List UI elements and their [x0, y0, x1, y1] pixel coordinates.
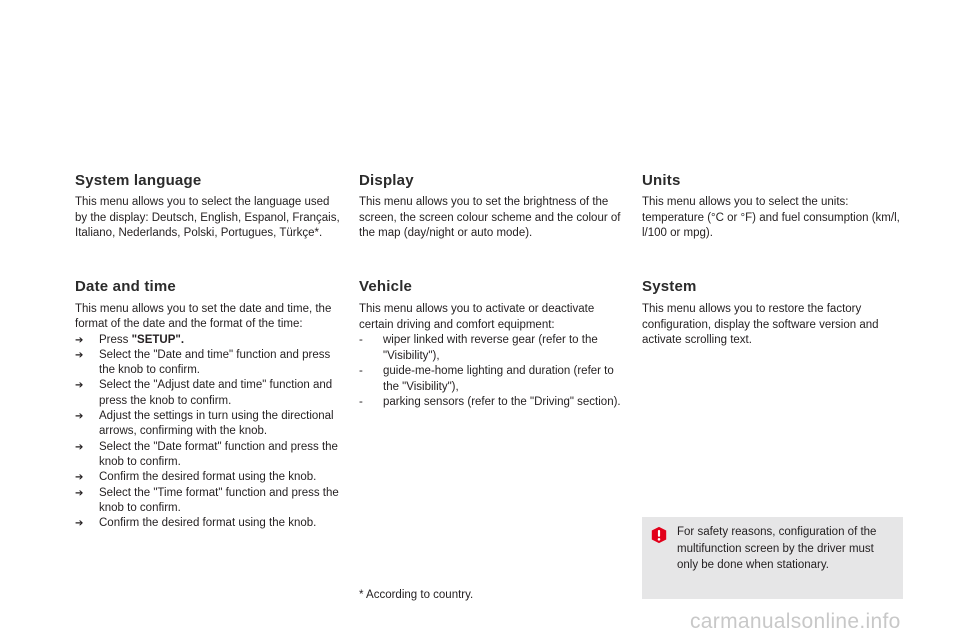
list-item: ➔ Press "SETUP".	[75, 333, 343, 348]
vehicle-intro: This menu allows you to activate or deactivate certain driving and comfort equipment:	[359, 303, 595, 331]
watermark: carmanualsonline.info	[690, 610, 901, 633]
arrow-bullet-icon: ➔	[75, 487, 84, 499]
units-text: This menu allows you to select the units: temperature (°C or °F) and fuel consumption (km/l, l/100 or mpg).	[642, 196, 900, 239]
display-text: This menu allows you to set the brightness of the screen, the screen colour scheme and the colour of the map (day/night or auto mode).	[359, 196, 621, 239]
system-language-heading: System language	[75, 172, 202, 189]
vehicle-section	[359, 278, 621, 411]
list-item: ➔ Select the "Adjust date and time" function and press the knob to confirm.	[75, 379, 333, 407]
system-section	[642, 278, 904, 349]
arrow-bullet-icon: ➔	[75, 411, 84, 423]
list-item: ➔ Adjust the settings in turn using the directional arrows, confirming with the knob.	[75, 410, 334, 438]
date-time-intro: This menu allows you to set the date and time, the format of the date and the format of the time:	[75, 303, 332, 331]
warning-exclamation-icon	[650, 526, 668, 544]
list-item: - guide-me-home lighting and duration (refer to the "Visibility"),	[359, 365, 614, 393]
list-item: - parking sensors (refer to the "Driving" section).	[359, 396, 621, 408]
list-item: ➔ Select the "Date format" function and press the knob to confirm.	[75, 440, 338, 468]
vehicle-items	[359, 333, 621, 411]
units-section	[642, 172, 904, 242]
system-text: This menu allows you to restore the factory configuration, display the software version and activate scrolling text.	[642, 303, 879, 346]
footnote: * According to country.	[359, 589, 474, 601]
units-heading: Units	[642, 172, 681, 189]
safety-warning-box	[642, 517, 903, 599]
arrow-bullet-icon: ➔	[75, 518, 84, 530]
setup-key-label: "SETUP".	[131, 333, 185, 346]
display-section	[359, 172, 621, 242]
system-language-section	[75, 172, 340, 242]
list-item: - wiper linked with reverse gear (refer to the "Visibility"),	[359, 334, 598, 362]
list-item: ➔ Confirm the desired format using the knob.	[75, 470, 343, 485]
display-heading: Display	[359, 172, 414, 189]
list-item: ➔ Select the "Date and time" function and press the knob to confirm.	[75, 348, 331, 377]
safety-warning-text: For safety reasons, configuration of the multifunction screen by the driver must only be done when stationary.	[677, 526, 877, 571]
arrow-bullet-icon: ➔	[75, 380, 84, 392]
date-time-steps	[75, 333, 343, 532]
date-time-section	[75, 278, 343, 531]
arrow-bullet-icon: ➔	[75, 334, 84, 346]
date-time-heading: Date and time	[75, 278, 176, 295]
arrow-bullet-icon: ➔	[75, 472, 84, 484]
arrow-bullet-icon: ➔	[75, 441, 84, 453]
arrow-bullet-icon: ➔	[75, 349, 84, 361]
system-language-text: This menu allows you to select the language used by the display: Deutsch, English, Espanol, Français, Italiano, Nederlands, Polski, Portugues, Türkçe*.	[75, 196, 340, 239]
vehicle-heading: Vehicle	[359, 278, 413, 295]
list-item: ➔ Select the "Time format" function and press the knob to confirm.	[75, 486, 339, 514]
system-heading: System	[642, 278, 697, 295]
list-item: ➔ Confirm the desired format using the knob.	[75, 516, 343, 531]
